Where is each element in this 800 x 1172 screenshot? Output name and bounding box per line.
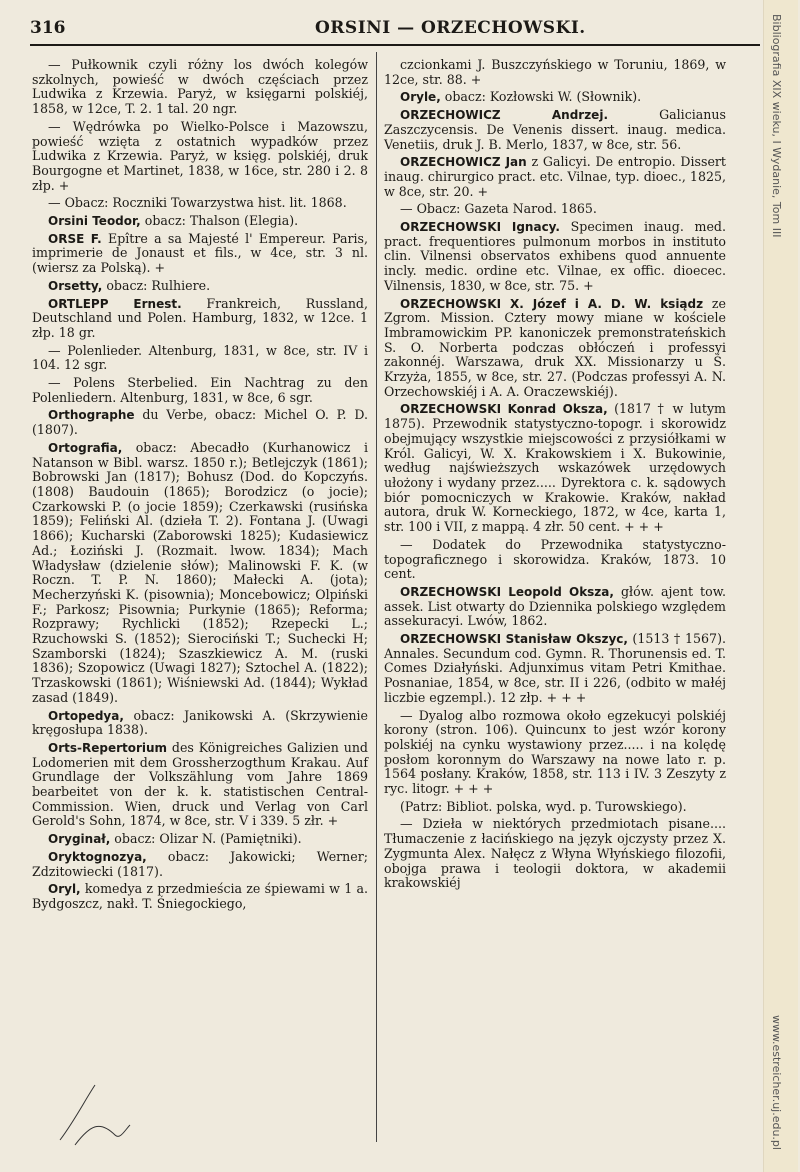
entry <box>32 850 368 879</box>
entry <box>384 108 726 152</box>
entry-text: (Patrz: Bibliot. polska, wyd. p. Turowskiego). <box>400 798 687 814</box>
entry <box>384 202 726 217</box>
entry <box>384 402 726 534</box>
entry <box>384 800 726 815</box>
entry-heading: ORZECHOWSKI X. Józef i A. D. W. ksiądz <box>400 296 704 311</box>
entry-text: (1817 † w lutym 1875). Przewodnik statystyczno-topogr. i skorowidz obejmujący wszystkie miejscowości z przysiółkami w Król. Galicyi, W. X. Krakowskiem i X. Bukowinie, według najświeższych wskazówek urzędowych ułożony i wydany przez..... Dyrektora c. k. sądowych biór pomocniczych w Krakowie. Kraków, nakład autora, druk W. Korneckiego, 1872, w 4ce, karta 1, str. 100 i VII, z mappą. 4 złr. 50 cent. + + + <box>384 401 726 535</box>
entry-text: czcionkami J. Buszczyńskiego w Toruniu, 1869, w 12ce, str. 88. + <box>384 57 726 87</box>
entry-heading: Orthographe <box>48 408 135 423</box>
entry <box>32 882 368 911</box>
side-margin <box>763 0 798 1172</box>
entry-text: obacz: Janikowski A. (Skrzywienie kręgosłupa 1838). <box>32 707 368 738</box>
entry-heading: Orsetty, <box>48 278 103 293</box>
entry <box>32 376 368 405</box>
entry-heading: Ortopedya, <box>48 708 124 723</box>
entry <box>32 832 368 847</box>
entry-heading: ORZECHOWICZ Jan <box>400 155 527 170</box>
entry <box>32 741 368 829</box>
entry <box>32 297 368 341</box>
entry <box>384 220 726 294</box>
entry <box>32 58 368 117</box>
entry-heading: Oryl, <box>48 882 81 897</box>
side-label-top: Bibliografia XIX wieku, I Wydanie, Tom III <box>770 14 783 238</box>
entry-text: — Wędrówka po Wielko-Polsce i Mazowszu, powieść wzięta z ostatnich wypadków przez Ludwika z Krzewia. Paryż, w księg. polskiéj, druk Bourgogne et Martinet, 1838, w 16ce, str. 280 i 2. 8 złp. + <box>32 118 368 193</box>
signature-mark <box>55 1080 135 1150</box>
entry-text: — Dyalog albo rozmowa około egzekucyi polskiéj korony (stron. 106). Quincunx to jest wzór korony polskiéj na cynku wystawiony przez..... i na kolędę posłom koronnym do Warszawy na nowe lato r. p. 1564 posłany. Kraków, 1858, str. 113 i IV. 3 Zeszyty z ryc. litogr. + + + <box>384 707 726 797</box>
entry <box>32 279 368 294</box>
entry-text: obacz: Kozłowski W. (Słownik). <box>440 89 642 105</box>
side-label-bottom: www.estreicher.uj.edu.pl <box>770 1015 783 1150</box>
entry <box>384 632 726 706</box>
entry <box>384 817 726 891</box>
entry <box>384 538 726 582</box>
entry-text: głów. ajent tow. assek. List otwarty do Dziennika polskiego względem assekuracyi. Lwów, 1862. <box>384 583 726 629</box>
entry <box>384 709 726 797</box>
entry <box>384 155 726 199</box>
entry-text: Galicianus Zaszczycensis. De Venenis dissert. inaug. medica. Venetiis, druk J. B. Merlo, 1837, w 8ce, str. 56. <box>384 107 726 152</box>
entry-text: — Polenlieder. Altenburg, 1831, w 8ce, str. IV i 104. 12 sgr. <box>32 342 368 373</box>
column-divider <box>376 52 377 1142</box>
entry-text: obacz: Thalson (Elegia). <box>140 213 299 229</box>
entry <box>32 232 368 276</box>
entry <box>32 709 368 738</box>
entry <box>32 344 368 373</box>
entry-text: obacz: Rulhiere. <box>102 277 211 293</box>
entry-text: (1513 † 1567). Annales. Secundum cod. Gymn. R. Thorunensis ed. T. Comes Działyński. Adjunximus vitam Petri Kmithae. Posnaniae, 1854, w 8ce, str. II i 226, (odbito w małéj liczbie egzempl.). 12 złp. + + + <box>384 631 726 705</box>
entry-text: ze Zgrom. Mission. Cztery mowy miane w kościele Imbramowickim PP. kanoniczek premonstrateńskich S. O. Norberta podczas obłóczeń i professyi zakonnéj. Warszawa, druk XX. Missionarzy u Ś. Krzyża, 1855, w 8ce, str. 27. (Podczas professyi A. N. Orzechowskiéj i A. A. Oraczewskiéj). <box>384 295 726 399</box>
entry-heading: ORZECHOWSKI Stanisław Okszyc, <box>400 632 628 647</box>
entry-heading: Orts-Repertorium <box>48 740 168 755</box>
entry-heading: ORZECHOWICZ Andrzej. <box>400 108 608 123</box>
entry-heading: Ortografia, <box>48 440 123 455</box>
entry <box>384 58 726 87</box>
entry-heading: ORSE F. <box>48 231 102 246</box>
entry <box>32 408 368 437</box>
entry <box>32 214 368 229</box>
entry-text: Specimen inaug. med. pract. frequentiores pulmonum morbos in instituto clin. Vilnensi observatos exhibens quod annuente incly. medic. ordine etc. Vilnae, ex offic. dioeceс. Vilnensis, 1830, w 8ce, str. 75. + <box>384 219 726 293</box>
entry-text: Frankreich, Russland, Deutschland und Polen. Hamburg, 1832, w 12ce. 1 złp. 18 gr. <box>32 295 368 340</box>
entry-text: — Polens Sterbelied. Ein Nachtrag zu den Polenliedern. Altenburg, 1831, w 8ce, 6 sgr. <box>32 375 368 405</box>
entry-text: des Königreiches Galizien und Lodomerien mit dem Grossherzogthum Krakau. Auf Grundlage der Volkszählung vom Jahre 1869 bearbeitet von der k. k. statistischen Central-Commission. Wien, druck und Verlag von Carl Gerold's Sohn, 1874, w 8ce, str. V i 339. 5 złr. + <box>32 739 368 829</box>
entry-text: — Obacz: Roczniki Towarzystwa hist. lit. 1868. <box>48 195 347 211</box>
entry-heading: Orsini Teodor, <box>48 214 141 229</box>
entry <box>32 120 368 194</box>
header-rule <box>30 44 760 46</box>
entry-heading: Oryktognozya, <box>48 849 147 864</box>
right-column <box>384 58 726 894</box>
entry-text: — Dodatek do Przewodnika statystyczno-topograficznego i skorowidza. Kraków, 1873. 10 cent. <box>384 536 726 582</box>
entry-text: — Pułkownik czyli różny los dwóch kolegów szkolnych, powieść w dwóch częściach przez Ludwika z Krzewia. Paryż, w księgarni polskiéj, 1858, w 12ce, T. 2. 1 tal. 20 ngr. <box>32 57 368 117</box>
entry <box>32 196 368 211</box>
entry-text: du Verbe, obacz: Michel O. P. D. (1807). <box>32 407 368 438</box>
entry-heading: ORZECHOWSKI Ignacy. <box>400 220 560 235</box>
entry-text: — Dzieła w niektórych przedmiotach pisane.... Tłumaczenie z łacińskiego na język ojczysty przez X. Zygmunta Alex. Nałęcz z Włyna Włyńskiego filozofii, obojga prawa i teologii doktora, w akademii krakowskiéj <box>384 816 726 891</box>
entry-text: Epître a sa Majesté l' Empereur. Paris, imprimerie de Jonaust et fils., w 4ce, str. 3 nl. (wiersz za Polską). + <box>32 230 368 276</box>
entry <box>384 585 726 629</box>
entry <box>32 441 368 706</box>
entry-text: z Galicyi. De entropio. Dissert inaug. chirurgico pract. etc. Vilnae, typ. dioec., 1825, w 8ce, str. 20. + <box>384 154 726 199</box>
entry-text: komedya z przedmieścia ze śpiewami w 1 a. Bydgoszcz, nakł. T. Śniegockiego, <box>32 881 368 911</box>
left-column <box>32 58 368 915</box>
entry-text: obacz: Jakowicki; Werner; Zdzitowiecki (1817). <box>32 848 368 879</box>
entry <box>384 297 726 400</box>
page-title: ORSINI — ORZECHOWSKI. <box>315 18 586 38</box>
entry-text: — Obacz: Gazeta Narod. 1865. <box>400 201 597 217</box>
entry-heading: ORZECHOWSKI Leopold Oksza, <box>400 584 614 599</box>
page-number: 316 <box>30 18 66 38</box>
entry <box>384 90 726 105</box>
entry-heading: Oryginał, <box>48 832 111 847</box>
entry-heading: ORZECHOWSKI Konrad Oksza, <box>400 402 608 417</box>
page-header <box>30 18 760 42</box>
entry-text: obacz: Abecadło (Kurhanowicz i Natanson w Bibl. warsz. 1850 r.); Betlejczyk (1861); Bobrowski Jan (1817); Bohusz (Dod. do Kopczyńs. (1808) Baudouin (1865); Borodzicz (o jocie); Czarkowski P. (o jocie 1859); Czerkawski (rusińska 1859); Feliński Al. (dzieła T. 2). Fontana J. (Uwagi 1866); Kucharski (Zaborowski 1825); Kudasiewicz Ad.; Łoziński J. (Rozmait. lwow. 1834); Mach Władysław (dzielenie słów); Malinowski F. K. (w Roczn. T. P. N. 1860); Małecki A. (jota); Mecherzyński K. (pisownia); Moncebowicz; Olpiński F.; Parkosz; Pisownia; Purkynie (1865); Reforma; Rozprawy; Rychlicki (1852); Rzepecki L.; Rzuchowski S. (1852); Sierociński T.; Suchecki H; Szamborski (1824); Szaszkiewicz A. M. (ruski 1836); Szopowicz (Uwagi 1827); Sztochel A. (1822); Trzaskowski (1861); Wiśniewski Ad. (1844); Wykład zasad (1849). <box>32 439 368 705</box>
entry-text: obacz: Olizar N. (Pamiętniki). <box>110 831 302 847</box>
entry-heading: ORTLEPP Ernest. <box>48 296 182 311</box>
entry-heading: Oryle, <box>400 90 441 105</box>
